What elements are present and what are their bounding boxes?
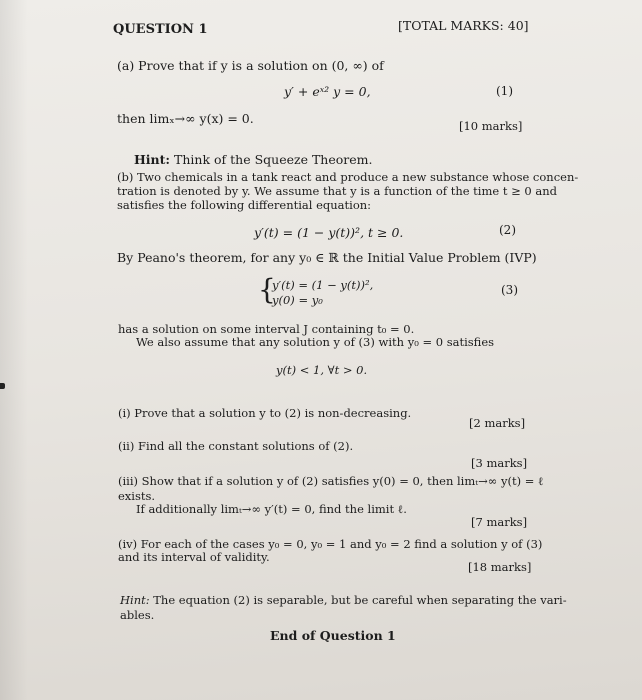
solution-interval: has a solution on some interval J containing t₀ = 0.	[118, 322, 415, 336]
hint-2-line-2: ables.	[120, 608, 155, 622]
hint-2	[120, 593, 567, 608]
equation-number-2: (2)	[499, 223, 516, 237]
sub-i-marks: [2 marks]	[469, 416, 526, 430]
part-b-line-3: satisfies the following differential equation:	[117, 198, 372, 212]
ivp-line-2: y(0) = y₀	[272, 293, 323, 307]
sub-iv-line-2: and its interval of validity.	[118, 550, 270, 564]
assumption: We also assume that any solution y of (3) with y₀ = 0 satisfies	[136, 335, 495, 349]
peano-statement: By Peano's theorem, for any y₀ ∈ ℝ the Initial Value Problem (IVP)	[117, 250, 537, 265]
end-of-question: End of Question 1	[270, 628, 396, 643]
sub-i-text: (i) Prove that a solution y to (2) is non-decreasing.	[118, 406, 412, 420]
part-a-equation: y′ + eˣ² y = 0,	[284, 84, 371, 99]
sub-iii-line-2: exists.	[118, 489, 156, 503]
hint-2-line-1: The equation (2) is separable, but be careful when separating the vari-	[153, 593, 567, 607]
part-a-prompt: (a) Prove that if y is a solution on (0, ∞) of	[117, 58, 384, 73]
part-b-equation: y′(t) = (1 − y(t))², t ≥ 0.	[254, 225, 404, 240]
sub-iv-line-1: (iv) For each of the cases y₀ = 0, y₀ = 1 and y₀ = 2 find a solution y of (3)	[118, 537, 543, 551]
part-b-line-1: (b) Two chemicals in a tank react and produce a new substance whose concen-	[117, 170, 579, 184]
part-a-marks: [10 marks]	[459, 119, 523, 133]
ivp-brace: {	[258, 273, 276, 306]
sub-iii-marks: [7 marks]	[471, 515, 528, 529]
margin-mark	[0, 383, 5, 389]
hint-1-text: Think of the Squeeze Theorem.	[174, 152, 373, 167]
sub-ii-text: (ii) Find all the constant solutions of (2).	[118, 439, 354, 453]
total-marks: [TOTAL MARKS: 40]	[398, 18, 529, 33]
equation-number-1: (1)	[496, 84, 513, 98]
question-title: QUESTION 1	[113, 22, 208, 37]
hint-2-label: Hint:	[120, 593, 150, 607]
hint-1	[134, 152, 372, 167]
part-b-line-2: tration is denoted by y. We assume that y is a function of the time t ≥ 0 and	[117, 184, 558, 198]
part-a-conclusion: then limₓ→∞ y(x) = 0.	[117, 111, 254, 126]
sub-ii-marks: [3 marks]	[471, 456, 528, 470]
ivp-line-1: y′(t) = (1 − y(t))²,	[272, 278, 374, 292]
sub-iii-line-1: (iii) Show that if a solution y of (2) satisfies y(0) = 0, then limₜ→∞ y(t) = ℓ	[118, 474, 544, 488]
sub-iii-line-3: If additionally limₜ→∞ y′(t) = 0, find the limit ℓ.	[136, 502, 407, 516]
hint-1-label: Hint:	[134, 152, 171, 167]
bound-statement: y(t) < 1, ∀t > 0.	[276, 363, 368, 377]
page-shadow	[0, 0, 28, 700]
sub-iv-marks: [18 marks]	[468, 560, 532, 574]
equation-number-3: (3)	[501, 283, 518, 297]
